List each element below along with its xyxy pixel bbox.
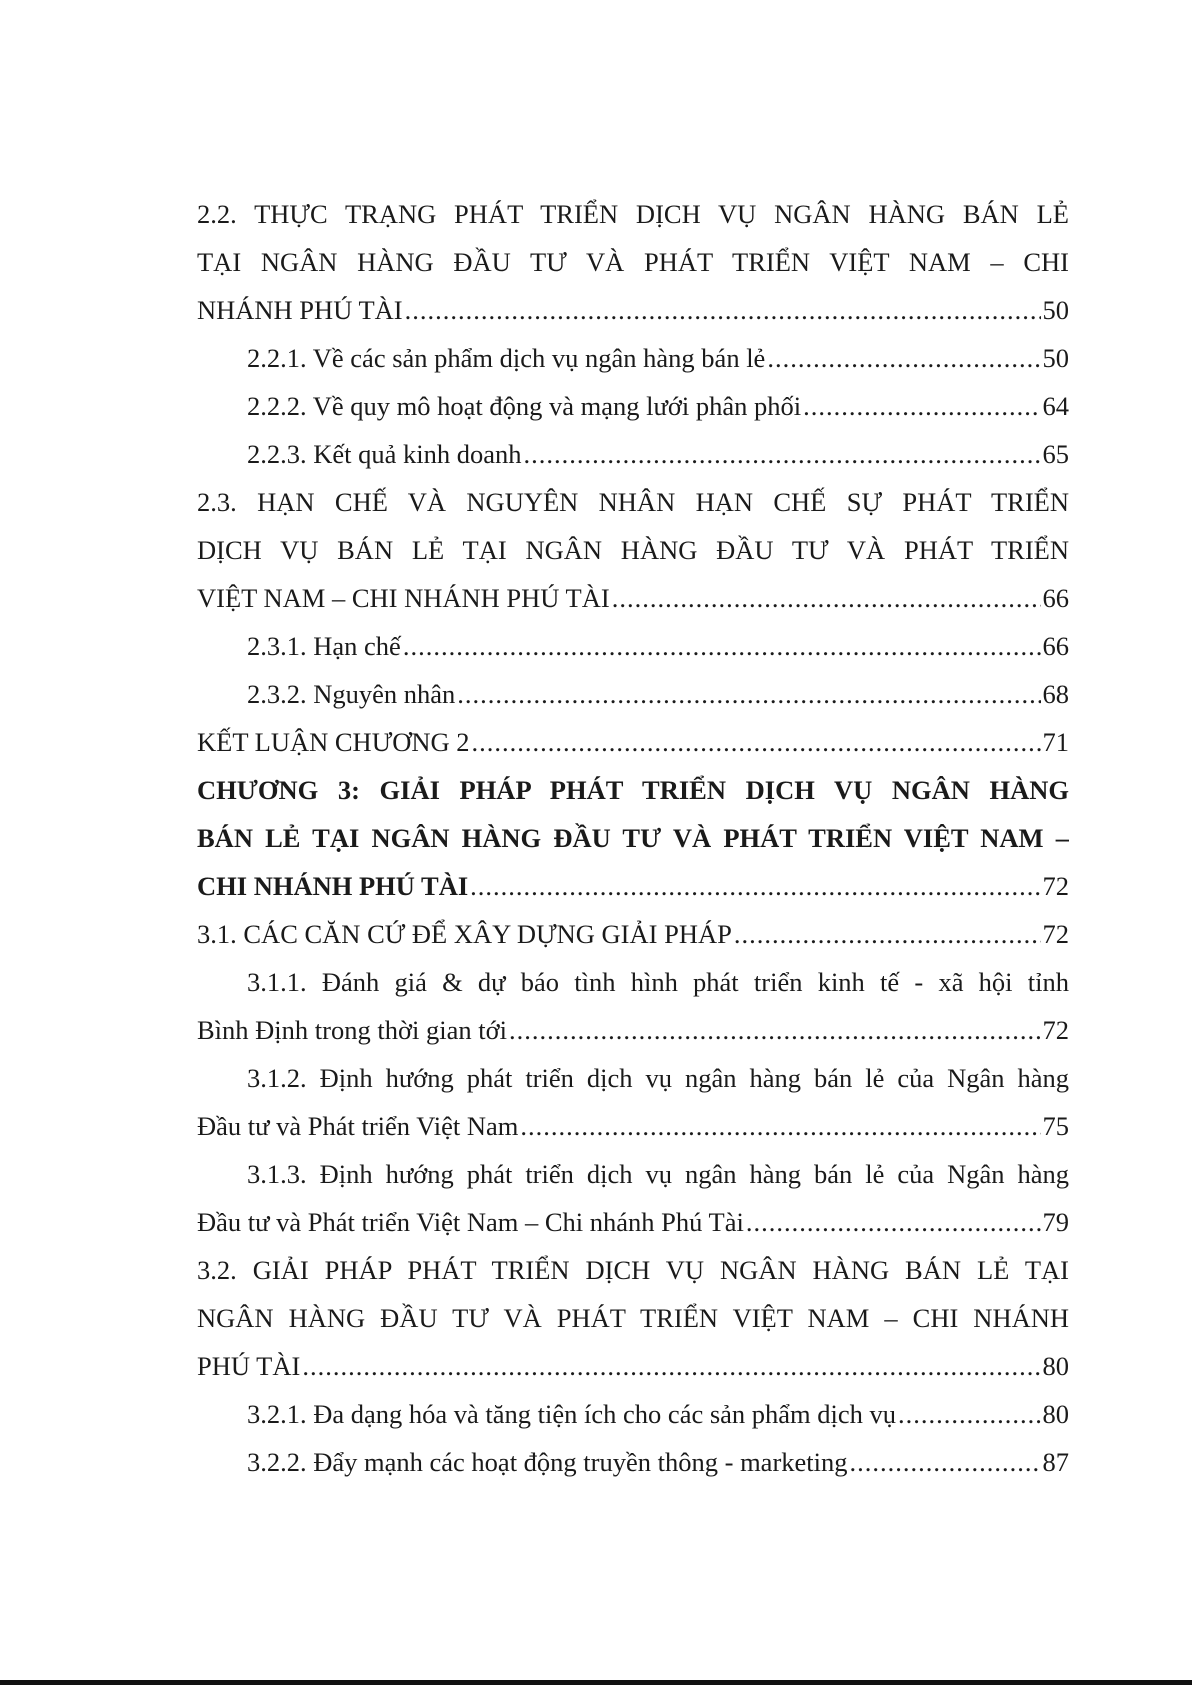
toc-entry-text: CHI NHÁNH PHÚ TÀI: [197, 871, 469, 901]
toc-page-number: 64: [1042, 391, 1069, 421]
toc-page-number: 68: [1042, 679, 1069, 709]
dot-leader: [850, 1438, 1041, 1486]
dot-leader: [524, 430, 1041, 478]
toc-page-number: 71: [1042, 727, 1069, 757]
toc-line: [197, 526, 1069, 574]
toc-page-number: 66: [1042, 631, 1069, 661]
dot-leader: [898, 1390, 1040, 1438]
toc-entry-text: DỊCH VỤ BÁN LẺ TẠI NGÂN HÀNG ĐẦU TƯ VÀ PHÁT TRIỂN: [197, 535, 1069, 565]
toc-page-number: 50: [1042, 343, 1069, 373]
toc-page-number: 87: [1042, 1447, 1069, 1477]
toc-entry-text: 2.3. HẠN CHẾ VÀ NGUYÊN NHÂN HẠN CHẾ SỰ PHÁT TRIỂN: [197, 487, 1069, 517]
toc-line: [197, 766, 1069, 814]
toc-entry-text: PHÚ TÀI: [197, 1351, 301, 1381]
toc-entry-text: Đầu tư và Phát triển Việt Nam – Chi nhánh Phú Tài: [197, 1207, 744, 1237]
toc-entry[interactable]: [197, 1390, 1069, 1438]
table-of-contents: [197, 190, 1069, 1486]
toc-entry[interactable]: [197, 574, 1069, 622]
dot-leader: [612, 574, 1041, 622]
toc-page-number: 79: [1042, 1207, 1069, 1237]
toc-page-number: 66: [1042, 583, 1069, 613]
toc-page-number: 75: [1042, 1111, 1069, 1141]
dot-leader: [457, 670, 1040, 718]
toc-page-number: 50: [1042, 295, 1069, 325]
toc-entry[interactable]: [197, 670, 1069, 718]
toc-entry-text: 3.1. CÁC CĂN CỨ ĐỂ XÂY DỰNG GIẢI PHÁP: [197, 919, 732, 949]
dot-leader: [509, 1006, 1041, 1054]
toc-entry[interactable]: [197, 334, 1069, 382]
toc-entry[interactable]: [197, 1102, 1069, 1150]
toc-entry[interactable]: [197, 430, 1069, 478]
toc-entry[interactable]: [197, 286, 1069, 334]
dot-leader: [746, 1198, 1041, 1246]
toc-entry[interactable]: [197, 382, 1069, 430]
toc-entry[interactable]: [197, 1438, 1069, 1486]
toc-entry-text: 2.3.1. Hạn chế: [247, 631, 401, 661]
dot-leader: [803, 382, 1040, 430]
toc-line: [197, 190, 1069, 238]
toc-entry-text: 2.2.1. Về các sản phẩm dịch vụ ngân hàng bán lẻ: [247, 343, 766, 373]
toc-entry-text: VIỆT NAM – CHI NHÁNH PHÚ TÀI: [197, 583, 610, 613]
toc-page-number: 72: [1042, 919, 1069, 949]
toc-entry[interactable]: [197, 622, 1069, 670]
dot-leader: [767, 334, 1040, 382]
toc-line: [197, 1294, 1069, 1342]
toc-page-number: 80: [1042, 1399, 1069, 1429]
toc-line: [197, 814, 1069, 862]
toc-entry-text: 2.2.2. Về quy mô hoạt động và mạng lưới phân phối: [247, 391, 802, 421]
toc-entry-text: 2.2. THỰC TRẠNG PHÁT TRIỂN DỊCH VỤ NGÂN HÀNG BÁN LẺ: [197, 199, 1069, 229]
toc-page-number: 80: [1042, 1351, 1069, 1381]
toc-entry-text: 2.2.3. Kết quả kinh doanh: [247, 439, 522, 469]
toc-entry[interactable]: [197, 1342, 1069, 1390]
toc-entry-text: Bình Định trong thời gian tới: [197, 1015, 507, 1045]
dot-leader: [734, 910, 1041, 958]
toc-entry-text: KẾT LUẬN CHƯƠNG 2: [197, 727, 470, 757]
toc-entry-text: 3.1.1. Đánh giá & dự báo tình hình phát triển kinh tế - xã hội tỉnh: [247, 967, 1069, 997]
toc-entry[interactable]: [197, 862, 1069, 910]
toc-entry[interactable]: [197, 1006, 1069, 1054]
toc-page-number: 72: [1042, 1015, 1069, 1045]
dot-leader: [470, 862, 1040, 910]
toc-entry[interactable]: [197, 910, 1069, 958]
toc-entry-text: 2.3.2. Nguyên nhân: [247, 679, 456, 709]
toc-entry[interactable]: [197, 1198, 1069, 1246]
dot-leader: [403, 622, 1041, 670]
dot-leader: [302, 1342, 1040, 1390]
toc-line: [197, 1150, 1069, 1198]
toc-entry-text: 3.1.3. Định hướng phát triển dịch vụ ngân hàng bán lẻ của Ngân hàng: [247, 1159, 1069, 1189]
toc-page-number: 65: [1042, 439, 1069, 469]
toc-entry-text: Đầu tư và Phát triển Việt Nam: [197, 1111, 519, 1141]
dot-leader: [405, 286, 1041, 334]
toc-line: [197, 958, 1069, 1006]
toc-line: [197, 478, 1069, 526]
toc-line: [197, 1246, 1069, 1294]
toc-entry-text: NGÂN HÀNG ĐẦU TƯ VÀ PHÁT TRIỂN VIỆT NAM – CHI NHÁNH: [197, 1303, 1069, 1333]
toc-line: [197, 238, 1069, 286]
toc-entry-text: 3.2.2. Đẩy mạnh các hoạt động truyền thông - marketing: [247, 1447, 848, 1477]
toc-entry-text: 3.1.2. Định hướng phát triển dịch vụ ngân hàng bán lẻ của Ngân hàng: [247, 1063, 1069, 1093]
toc-entry-text: TẠI NGÂN HÀNG ĐẦU TƯ VÀ PHÁT TRIỂN VIỆT NAM – CHI: [197, 247, 1069, 277]
toc-entry-text: 3.2.1. Đa dạng hóa và tăng tiện ích cho các sản phẩm dịch vụ: [247, 1399, 897, 1429]
toc-entry-text: CHƯƠNG 3: GIẢI PHÁP PHÁT TRIỂN DỊCH VỤ NGÂN HÀNG: [197, 775, 1069, 805]
toc-entry-text: NHÁNH PHÚ TÀI: [197, 295, 403, 325]
toc-entry-text: BÁN LẺ TẠI NGÂN HÀNG ĐẦU TƯ VÀ PHÁT TRIỂN VIỆT NAM –: [197, 823, 1069, 853]
dot-leader: [472, 718, 1041, 766]
toc-entry-text: 3.2. GIẢI PHÁP PHÁT TRIỂN DỊCH VỤ NGÂN HÀNG BÁN LẺ TẠI: [197, 1255, 1069, 1285]
toc-entry[interactable]: [197, 718, 1069, 766]
dot-leader: [520, 1102, 1040, 1150]
toc-page-number: 72: [1042, 871, 1069, 901]
page-bottom-border: [0, 1680, 1192, 1685]
toc-line: [197, 1054, 1069, 1102]
